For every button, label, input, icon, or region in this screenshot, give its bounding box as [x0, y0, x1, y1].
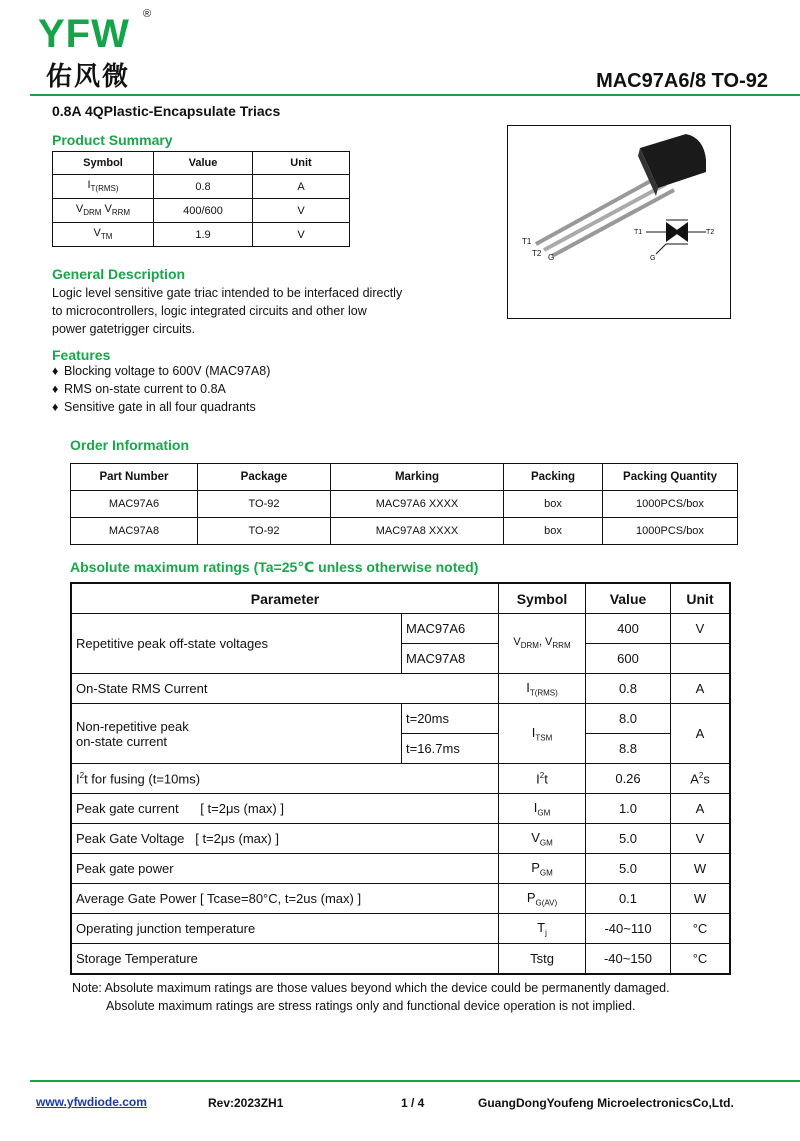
column-header: Package — [198, 464, 331, 491]
value-cell: 1.9 — [154, 223, 253, 247]
package-image — [507, 125, 731, 319]
column-header: Value — [586, 583, 671, 614]
column-header: Packing — [504, 464, 603, 491]
value-cell: -40~110 — [586, 914, 671, 944]
order-information-table — [70, 463, 738, 545]
column-header: Marking — [331, 464, 504, 491]
column-header: Packing Quantity — [603, 464, 738, 491]
symbol-cell: $V_{GM}$ — [499, 824, 586, 854]
unit-cell: V — [671, 614, 731, 644]
description-line: to microcontrollers, logic integrated circuits and other low — [52, 304, 367, 318]
table-row — [71, 854, 730, 884]
column-header: Value — [154, 152, 253, 175]
value-cell: 0.8 — [586, 674, 671, 704]
symbol-cell: $I_{T(RMS)}$ — [499, 674, 586, 704]
order-information-heading: Order Information — [70, 437, 190, 453]
website-link[interactable]: www.yfwdiode.com — [36, 1095, 147, 1109]
value-cell: 600 — [586, 644, 671, 674]
condition-cell: MAC97A8 — [402, 644, 499, 674]
table-row — [71, 824, 730, 854]
table-cell: box — [504, 518, 603, 545]
logo — [38, 8, 158, 92]
features-heading: Features — [52, 347, 111, 363]
unit-cell: V — [253, 199, 350, 223]
column-header: Unit — [253, 152, 350, 175]
pin-label-t2: T2 — [532, 249, 542, 258]
parameter-cell: Repetitive peak off-state voltages — [71, 614, 402, 674]
value-cell: 400/600 — [154, 199, 253, 223]
unit-cell: A — [253, 175, 350, 199]
unit-cell: °C — [671, 914, 731, 944]
parameter-cell: On-State RMS Current — [71, 674, 499, 704]
table-cell: box — [504, 491, 603, 518]
unit-cell: A — [671, 704, 731, 764]
unit-cell: V — [671, 824, 731, 854]
symbol-cell: Tstg — [499, 944, 586, 975]
value-cell: -40~150 — [586, 944, 671, 975]
table-cell: 1000PCS/box — [603, 518, 738, 545]
table-row — [71, 491, 738, 518]
table-row — [71, 944, 730, 975]
to92-package-illustration — [508, 126, 730, 318]
pin-label-t1: T1 — [522, 237, 532, 246]
table-row — [71, 914, 730, 944]
table-cell: MAC97A8 — [71, 518, 198, 545]
unit-cell: °C — [671, 944, 731, 975]
table-row — [71, 614, 730, 644]
unit-cell: W — [671, 854, 731, 884]
condition-cell: t=20ms — [402, 704, 499, 734]
condition-cell: t=16.7ms — [402, 734, 499, 764]
amr-note — [72, 979, 670, 1015]
unit-cell: A — [671, 794, 731, 824]
value-cell: 0.8 — [154, 175, 253, 199]
symbol-cell: $V_{TM}$ — [53, 223, 154, 247]
list-item: ♦ Sensitive gate in all four quadrants — [52, 400, 256, 414]
table-cell: MAC97A8 XXXX — [331, 518, 504, 545]
revision: Rev:2023ZH1 — [208, 1096, 284, 1110]
symbol-label-t2: T2 — [706, 229, 715, 236]
table-row — [71, 704, 730, 734]
parameter-cell: Peak gate current [ t=2μs (max) ] — [71, 794, 499, 824]
condition-cell: MAC97A6 — [402, 614, 499, 644]
value-cell: 400 — [586, 614, 671, 644]
logo-brand: YFW — [38, 12, 130, 56]
symbol-cell: $V_{DRM}$, $V_{RRM}$ — [499, 614, 586, 674]
table-row — [71, 674, 730, 704]
parameter-cell: Non-repetitive peak on-state current — [71, 704, 402, 764]
unit-cell: V — [253, 223, 350, 247]
header-divider — [30, 94, 800, 96]
symbol-cell: $I_{TSM}$ — [499, 704, 586, 764]
parameter-cell: Peak Gate Voltage [ t=2μs (max) ] — [71, 824, 499, 854]
list-item: ♦ Blocking voltage to 600V (MAC97A8) — [52, 364, 271, 378]
table-cell: TO-92 — [198, 518, 331, 545]
symbol-label-t1: T1 — [634, 229, 643, 236]
value-cell: 1.0 — [586, 794, 671, 824]
value-cell: 5.0 — [586, 824, 671, 854]
general-description-heading: General Description — [52, 266, 186, 282]
table-row — [53, 199, 350, 223]
description-line: power gatetrigger circuits. — [52, 322, 196, 336]
amr-table — [70, 582, 731, 975]
general-description-text — [52, 284, 402, 338]
note-line: Absolute maximum ratings are stress ratings only and functional device operation is not implied. — [106, 999, 636, 1013]
table-row — [71, 794, 730, 824]
parameter-cell: Peak gate power — [71, 854, 499, 884]
product-summary-heading: Product Summary — [52, 132, 173, 148]
symbol-cell: $V_{DRM}$ $V_{RRM}$ — [53, 199, 154, 223]
description-line: Logic level sensitive gate triac intended to be interfaced directly — [52, 286, 403, 300]
symbol-cell: $P_{GM}$ — [499, 854, 586, 884]
column-header: Unit — [671, 583, 731, 614]
unit-cell: $A^2s$ — [671, 764, 731, 794]
registered-mark: ® — [143, 8, 152, 20]
value-cell: 8.8 — [586, 734, 671, 764]
features-list — [52, 362, 270, 416]
value-cell: 0.26 — [586, 764, 671, 794]
symbol-cell: $I_{GM}$ — [499, 794, 586, 824]
unit-cell: A — [671, 674, 731, 704]
table-cell: 1000PCS/box — [603, 491, 738, 518]
column-header: Symbol — [53, 152, 154, 175]
bullet-icon: ♦ — [52, 400, 59, 414]
table-row — [53, 175, 350, 199]
table-cell: TO-92 — [198, 491, 331, 518]
value-cell: 0.1 — [586, 884, 671, 914]
footer-divider — [30, 1080, 800, 1082]
amr-heading: Absolute maximum ratings (Ta=25℃ unless otherwise noted) — [70, 559, 479, 575]
document-subtitle: 0.8A 4QPlastic-Encapsulate Triacs — [52, 103, 281, 119]
parameter-cell: Operating junction temperature — [71, 914, 499, 944]
pin-label-g: G — [548, 253, 555, 262]
value-cell: 8.0 — [586, 704, 671, 734]
table-row — [71, 764, 730, 794]
value-cell: 5.0 — [586, 854, 671, 884]
column-header: Symbol — [499, 583, 586, 614]
symbol-cell: $T_j$ — [499, 914, 586, 944]
symbol-label-g: G — [650, 255, 656, 262]
table-cell: MAC97A6 — [71, 491, 198, 518]
column-header: Parameter — [71, 583, 499, 614]
unit-cell: W — [671, 884, 731, 914]
list-item: ♦ RMS on-state current to 0.8A — [52, 382, 226, 396]
logo-chinese-name: 佑风微 — [46, 61, 131, 91]
parameter-cell: Average Gate Power [ Tcase=80°C, t=2us (max) ] — [71, 884, 499, 914]
symbol-cell: $I_{T(RMS)}$ — [53, 175, 154, 199]
parameter-cell: $I^2t$ for fusing (t=10ms) — [71, 764, 499, 794]
bullet-icon: ♦ — [52, 382, 59, 396]
symbol-cell: $I^2t$ — [499, 764, 586, 794]
column-header: Part Number — [71, 464, 198, 491]
table-row — [53, 223, 350, 247]
note-line: Note: Absolute maximum ratings are those values beyond which the device could be permanently damaged. — [72, 981, 670, 995]
product-summary-table — [52, 151, 350, 247]
table-row — [71, 518, 738, 545]
page-number: 1 / 4 — [401, 1096, 425, 1110]
bullet-icon: ♦ — [52, 364, 59, 378]
page-title: MAC97A6/8 TO-92 — [596, 70, 768, 92]
symbol-cell: $P_{G(AV)}$ — [499, 884, 586, 914]
unit-cell — [671, 644, 731, 674]
parameter-cell: Storage Temperature — [71, 944, 499, 975]
table-cell: MAC97A6 XXXX — [331, 491, 504, 518]
company-name: GuangDongYoufeng MicroelectronicsCo,Ltd. — [478, 1096, 734, 1110]
table-row — [71, 884, 730, 914]
